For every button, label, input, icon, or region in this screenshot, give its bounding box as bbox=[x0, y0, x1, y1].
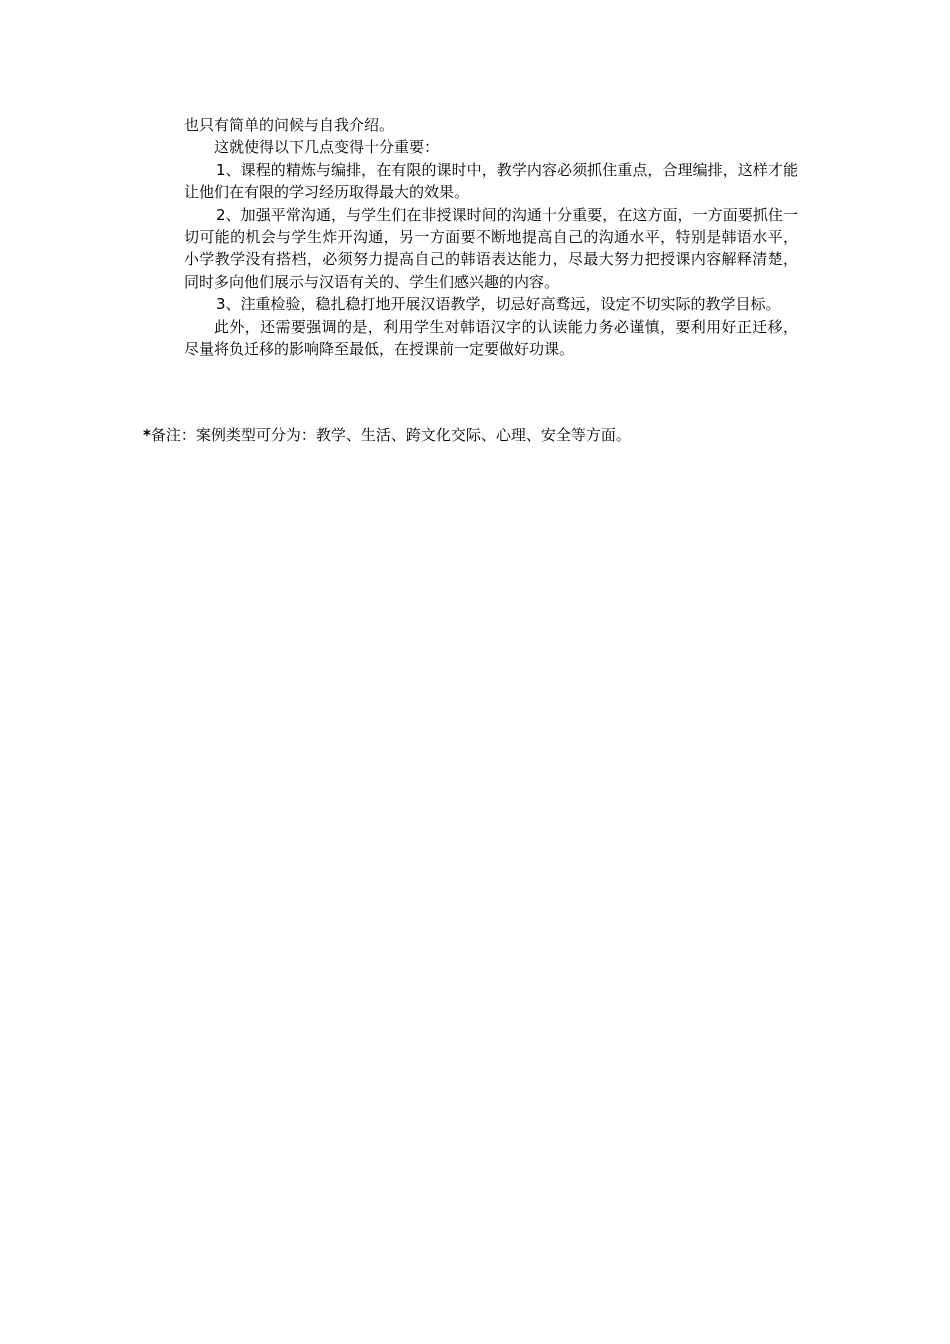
paragraph-conclusion: 此外，还需要强调的是，利用学生对韩语汉字的认读能力务必谨慎，要利用好正迁移，尽量将负迁移的影响降至最低，在授课前一定要做好功课。 bbox=[184, 317, 798, 359]
paragraph-point-3: 3、注重检验，稳扎稳打地开展汉语教学，切忌好高骛远，设定不切实际的教学目标。 bbox=[216, 295, 781, 314]
paragraph-intro: 这就使得以下几点变得十分重要： bbox=[214, 138, 440, 157]
document-body bbox=[184, 114, 798, 360]
paragraph-greeting: 也只有简单的问候与自我介绍。 bbox=[184, 116, 395, 134]
note-text: 备注：案例类型可分为：教学、生活、跨文化交际、心理、安全等方面。 bbox=[150, 426, 631, 444]
note-marker: * bbox=[143, 426, 151, 444]
paragraph-point-2: 2、加强平常沟通，与学生们在非授课时间的沟通十分重要，在这方面，一方面要抓住一切可能的机会与学生炸开沟通，另一方面要不断地提高自己的沟通水平，特别是韩语水平，小学教学没有搭档，必须努力提高自己的韩语表达能力，尽最大努力把授课内容解释清楚，同时多向他们展示与汉语有关的、学生们感兴趣的内容。 bbox=[184, 205, 798, 291]
paragraph-point-1: 1、课程的精炼与编排，在有限的课时中，教学内容必须抓住重点，合理编排，这样才能让他们在有限的学习经历取得最大的效果。 bbox=[184, 160, 798, 202]
case-type-note bbox=[143, 424, 631, 446]
